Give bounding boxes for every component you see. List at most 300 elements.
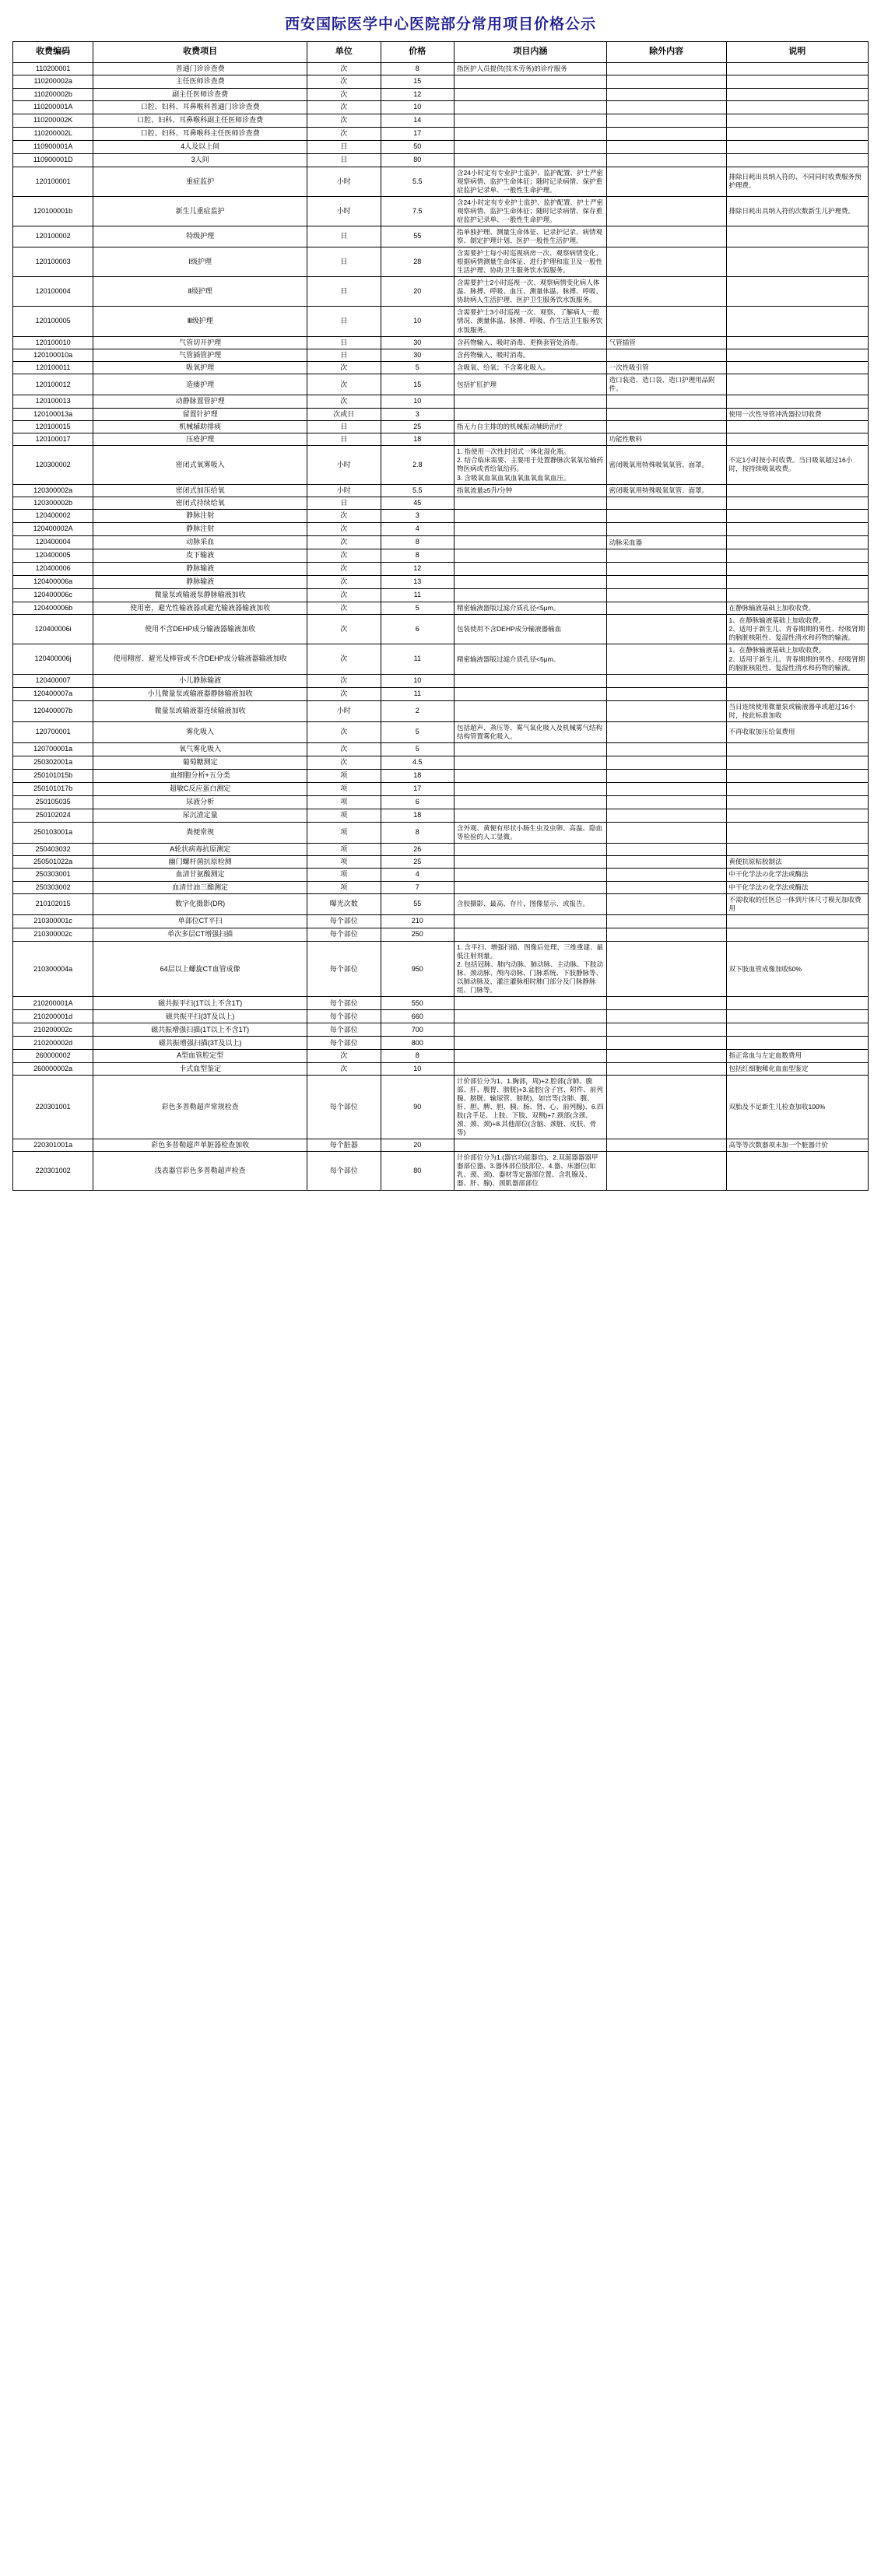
table-row [13, 75, 869, 88]
table-row [13, 721, 869, 742]
row-unit: 每个部位 [307, 928, 381, 941]
table-row [13, 822, 869, 843]
row-note [726, 75, 868, 88]
row-price: 10 [381, 1062, 455, 1075]
table-row [13, 881, 869, 893]
row-content: 含药物输入、吸时消毒、更换套管处消毒。 [455, 336, 607, 349]
row-item-name: 4人及以上间 [93, 140, 307, 153]
row-content [455, 1023, 607, 1037]
row-content [455, 127, 607, 140]
row-note [726, 349, 868, 361]
table-row [13, 408, 869, 420]
row-item-name: 气管切开护理 [93, 336, 307, 349]
row-price: 6 [381, 795, 455, 809]
row-unit: 次 [307, 127, 381, 140]
row-exclusions [606, 307, 726, 336]
row-note: 双胎及不足新生儿检查加收100% [726, 1075, 868, 1139]
row-note [726, 997, 868, 1010]
row-exclusions [606, 1050, 726, 1062]
column-header-code: 收费编码 [13, 42, 93, 63]
row-price: 17 [381, 127, 455, 140]
row-item-name: 口腔、妇科、耳鼻喉科普通门诊诊查费 [93, 100, 307, 114]
row-price: 25 [381, 856, 455, 869]
row-unit: 次 [307, 602, 381, 615]
row-price: 11 [381, 687, 455, 700]
row-unit: 日 [307, 247, 381, 277]
table-row [13, 1037, 869, 1050]
row-note [726, 395, 868, 408]
row-unit: 次或日 [307, 408, 381, 420]
price-table [12, 41, 869, 1191]
row-unit: 日 [307, 153, 381, 167]
row-exclusions [606, 928, 726, 941]
row-price: 17 [381, 782, 455, 795]
row-code: 120400007 [13, 674, 93, 687]
row-note [726, 589, 868, 602]
table-row [13, 589, 869, 602]
row-item-name: Ⅱ级护理 [93, 277, 307, 307]
row-code: 110200001A [13, 100, 93, 114]
row-unit: 项 [307, 795, 381, 809]
table-row [13, 687, 869, 700]
row-note [726, 795, 868, 809]
row-exclusions [606, 127, 726, 140]
row-note: 中干化学法の化学法或酶法 [726, 869, 868, 881]
row-note [726, 420, 868, 433]
row-code: 120300002 [13, 446, 93, 484]
row-item-name: 口腔、妇科、耳鼻喉科副主任医师诊查费 [93, 114, 307, 127]
row-item-name: 静脉注射 [93, 510, 307, 523]
row-unit: 日 [307, 349, 381, 361]
row-code: 110200001 [13, 63, 93, 75]
row-code: 110200002b [13, 88, 93, 100]
row-note [726, 742, 868, 756]
row-unit: 项 [307, 782, 381, 795]
row-content: 包括超声、蒸压等、雾气氧化吸入及机械雾气结构结构管置雾化吸入。 [455, 721, 607, 742]
row-exclusions [606, 100, 726, 114]
row-note [726, 497, 868, 509]
row-content [455, 928, 607, 941]
row-exclusions [606, 510, 726, 523]
row-note: 双下肢血管成像加收50% [726, 941, 868, 996]
row-exclusions [606, 721, 726, 742]
row-item-name: 口腔、妇科、耳鼻喉科主任医师诊查费 [93, 127, 307, 140]
row-exclusions [606, 1010, 726, 1023]
row-content: 含需要护士每小时巡视病房一次、观察病情变化、根据病情测量生命体征、进行护理和监卫及一般性生活护理、协助卫生服务饮水饭服务。 [455, 247, 607, 277]
row-content: 1. 指使用一次性封闭式一体化湿化瓶。 2. 结合临床需要、主要用于处置静脉次氧氧给输药物医病或者给氧给药。 3. 含吸氧血氧血氧血氧血氧血氧血压。 [455, 446, 607, 484]
table-row [13, 523, 869, 536]
row-content [455, 769, 607, 782]
row-unit: 每个部位 [307, 941, 381, 996]
row-note [726, 549, 868, 563]
row-price: 25 [381, 420, 455, 433]
table-row [13, 536, 869, 549]
row-note: 不定1小时按小时收费。当日吸氧超过16小时，按持续吸氧收费。 [726, 446, 868, 484]
row-note [726, 114, 868, 127]
row-exclusions [606, 589, 726, 602]
row-note [726, 674, 868, 687]
row-content [455, 1037, 607, 1050]
row-note [726, 809, 868, 822]
row-code: 120100010 [13, 336, 93, 349]
row-unit: 次 [307, 536, 381, 549]
row-price: 5 [381, 602, 455, 615]
row-note [726, 433, 868, 446]
row-code: 250501022a [13, 856, 93, 869]
row-unit: 次 [307, 549, 381, 563]
row-unit: 次 [307, 1050, 381, 1062]
row-content: 包括扩肛护理 [455, 374, 607, 395]
row-note [726, 1152, 868, 1190]
row-note: 指正常血与左定血数费用 [726, 1050, 868, 1062]
table-header-row [13, 42, 869, 63]
row-content [455, 576, 607, 589]
row-item-name: 超敏C反应蛋白测定 [93, 782, 307, 795]
row-item-name: 微量泵或输液器连续输液加收 [93, 700, 307, 721]
row-item-name: 留置针护理 [93, 408, 307, 420]
row-code: 120400007b [13, 700, 93, 721]
row-unit: 每个部位 [307, 1023, 381, 1037]
row-unit: 项 [307, 769, 381, 782]
row-exclusions [606, 497, 726, 509]
table-row [13, 167, 869, 196]
row-note: 1、在静脉输液基础上加收收费。 2、适用于新生儿、青春期期的男性、经吸肾期的脑脏核阻性、复湿性清水和药物的输液。 [726, 615, 868, 644]
row-unit: 次 [307, 687, 381, 700]
row-item-name: 新生儿重症监护 [93, 196, 307, 226]
row-item-name: 机械辅助排痰 [93, 420, 307, 433]
row-exclusions [606, 674, 726, 687]
row-exclusions [606, 140, 726, 153]
row-price: 11 [381, 644, 455, 674]
row-code: 120100003 [13, 247, 93, 277]
row-note: 当日连续使用微量泵或输液器单或超过16小时，按此标准加收 [726, 700, 868, 721]
row-price: 4 [381, 869, 455, 881]
row-content: 指氧流量≥5升/分钟 [455, 484, 607, 497]
row-content: 含需要护士3小时巡视一次、观察、了解病人一般情况、测量体温、脉搏、呼吸、作生活卫生服务饮水饭服务。 [455, 307, 607, 336]
row-item-name: 磁共振平扫(3T及以上) [93, 1010, 307, 1023]
row-unit: 小时 [307, 700, 381, 721]
row-unit: 每个部位 [307, 1075, 381, 1139]
row-item-name: 彩色多普勒超声单脏器检查加收 [93, 1139, 307, 1152]
row-item-name: 压疮护理 [93, 433, 307, 446]
row-note [726, 484, 868, 497]
table-row [13, 349, 869, 361]
row-price: 20 [381, 1139, 455, 1152]
row-code: 110200002L [13, 127, 93, 140]
table-row [13, 1023, 869, 1037]
row-exclusions [606, 615, 726, 644]
row-code: 120100004 [13, 277, 93, 307]
row-unit: 次 [307, 644, 381, 674]
row-exclusions [606, 523, 726, 536]
row-note: 排除日耗出具纳入符的、不同同时收费服务预护理费。 [726, 167, 868, 196]
table-body [13, 63, 869, 1191]
row-note [726, 336, 868, 349]
row-exclusions [606, 1139, 726, 1152]
table-row [13, 1062, 869, 1075]
row-note [726, 769, 868, 782]
row-note [726, 822, 868, 843]
row-unit: 次 [307, 1062, 381, 1075]
row-code: 120100010a [13, 349, 93, 361]
row-code: 110200002a [13, 75, 93, 88]
row-content: 精密输液器版过滤介质孔径<5μm。 [455, 644, 607, 674]
row-content: 指无力自主排的的机械振动辅助治疗 [455, 420, 607, 433]
row-item-name: 造瘘护理 [93, 374, 307, 395]
row-exclusions [606, 914, 726, 928]
row-code: 120100001b [13, 196, 93, 226]
row-exclusions [606, 277, 726, 307]
row-code: 210200001d [13, 1010, 93, 1023]
row-code: 120100015 [13, 420, 93, 433]
row-exclusions [606, 1023, 726, 1037]
row-unit: 次 [307, 75, 381, 88]
row-price: 660 [381, 1010, 455, 1023]
row-content [455, 1010, 607, 1023]
row-unit: 次 [307, 63, 381, 75]
table-row [13, 1075, 869, 1139]
row-note [726, 756, 868, 769]
row-content [455, 1050, 607, 1062]
row-code: 120400006a [13, 576, 93, 589]
row-exclusions: 功能性敷料 [606, 433, 726, 446]
row-code: 120100013 [13, 395, 93, 408]
table-row [13, 497, 869, 509]
row-exclusions: 造口装造、造口袋、造口护理用品附件。 [606, 374, 726, 395]
row-item-name: 重症监护 [93, 167, 307, 196]
table-row [13, 795, 869, 809]
row-content [455, 856, 607, 869]
row-content: 含24小时定有专业护士监护、监护配置、护士严密观察病情、监护生命体征；随时记录病情、保护重症监护记录单、一般性生命护理。 [455, 167, 607, 196]
row-unit: 每个部位 [307, 1152, 381, 1190]
row-note: 中干化学法の化学法或酶法 [726, 881, 868, 893]
row-unit: 次 [307, 395, 381, 408]
row-item-name: 尿沉渣定量 [93, 809, 307, 822]
row-code: 120100011 [13, 362, 93, 374]
row-unit: 每个部位 [307, 1010, 381, 1023]
row-exclusions [606, 563, 726, 576]
table-row [13, 756, 869, 769]
row-exclusions [606, 75, 726, 88]
row-price: 18 [381, 433, 455, 446]
row-exclusions [606, 941, 726, 996]
row-code: 120400006 [13, 563, 93, 576]
row-item-name: 动静脉置管护理 [93, 395, 307, 408]
row-item-name: 使用精密、避光及棒管或不含DEHP成分输液器输液加收 [93, 644, 307, 674]
row-item-name: 小儿微量泵或输液器静脉输液加收 [93, 687, 307, 700]
row-exclusions [606, 893, 726, 914]
row-exclusions [606, 644, 726, 674]
row-code: 120100002 [13, 226, 93, 247]
row-unit: 次 [307, 362, 381, 374]
row-content [455, 88, 607, 100]
row-note [726, 247, 868, 277]
row-exclusions [606, 408, 726, 420]
row-price: 6 [381, 615, 455, 644]
row-item-name: 密闭式加压给氧 [93, 484, 307, 497]
table-row [13, 1010, 869, 1023]
row-exclusions: 气管插管 [606, 336, 726, 349]
row-code: 120100013a [13, 408, 93, 420]
row-exclusions [606, 63, 726, 75]
row-item-name: 血清甘油三酯测定 [93, 881, 307, 893]
row-price: 20 [381, 277, 455, 307]
table-row [13, 226, 869, 247]
row-item-name: A型血管腔定型 [93, 1050, 307, 1062]
row-content [455, 433, 607, 446]
row-item-name: 磁共振增强扫描(3T及以上) [93, 1037, 307, 1050]
row-price: 10 [381, 307, 455, 336]
row-exclusions [606, 395, 726, 408]
row-item-name: 使用密，避光性输液器或避光输液器输液加收 [93, 602, 307, 615]
row-unit: 日 [307, 277, 381, 307]
row-code: 120400006b [13, 602, 93, 615]
row-item-name: 密闭式氧雾吸入 [93, 446, 307, 484]
row-note: 排除日耗出具纳入符的次数新生儿护理费。 [726, 196, 868, 226]
row-item-name: 磁共振增强扫描(1T以上不含1T) [93, 1023, 307, 1037]
row-unit: 日 [307, 140, 381, 153]
row-note [726, 226, 868, 247]
row-unit: 项 [307, 809, 381, 822]
row-code: 110900001D [13, 153, 93, 167]
row-content [455, 914, 607, 928]
row-unit: 项 [307, 881, 381, 893]
row-item-name: 小儿静脉输液 [93, 674, 307, 687]
row-price: 700 [381, 1023, 455, 1037]
row-unit: 日 [307, 336, 381, 349]
row-content [455, 153, 607, 167]
row-code: 210102015 [13, 893, 93, 914]
table-row [13, 674, 869, 687]
table-row [13, 1152, 869, 1190]
row-content: 1. 含平扫、增强扫描、图像后处理、三维重建、最低注射剂量。 2. 包括冠脉、肺内动脉、肺动脉、主动脉、下肢动脉、颈动脉、颅内动脉、门脉系统、下肢静脉等、以肺动脉及、灌注灌脉相时肺门部分及门脉静脉组、门脉等。 [455, 941, 607, 996]
table-row [13, 196, 869, 226]
row-price: 2.8 [381, 446, 455, 484]
row-item-name: 数字化摄影(DR) [93, 893, 307, 914]
row-unit: 项 [307, 822, 381, 843]
row-price: 45 [381, 497, 455, 509]
row-note [726, 687, 868, 700]
row-price: 18 [381, 769, 455, 782]
row-exclusions [606, 756, 726, 769]
row-item-name: 葡萄糖测定 [93, 756, 307, 769]
row-content [455, 523, 607, 536]
row-price: 7 [381, 881, 455, 893]
column-header-price: 价格 [381, 42, 455, 63]
row-exclusions [606, 795, 726, 809]
row-price: 12 [381, 88, 455, 100]
table-row [13, 433, 869, 446]
row-content [455, 497, 607, 509]
row-content: 计价部位分为1、1.胸部，周)+2.腔部(含肺、腹部、肝、腹胃、膀胱)+3.盆腔(含子宫、附件、前列腺、膀胱、输尿管、膀胱)，如宫等(含肺、腹、肝、胆、脾、胆、胰、肠、肾、心、前列腺)、6.四肢(含手足、上肢、下肢、双侧)+7.颈部(含颈、颈、颈、颈)+8.其他部位(含脑、颈脏、皮肤、骨等) [455, 1075, 607, 1139]
row-code: 250303002 [13, 881, 93, 893]
row-note [726, 843, 868, 855]
row-code: 120100001 [13, 167, 93, 196]
row-unit: 每个脏器 [307, 1139, 381, 1152]
row-unit: 日 [307, 497, 381, 509]
row-code: 110200002K [13, 114, 93, 127]
row-content [455, 395, 607, 408]
row-price: 5.5 [381, 484, 455, 497]
row-note: 1、在静脉输液基础上加收收费。 2、适用于新生儿、青春期期的男性、经吸肾期的脑脏核阻性、复湿性清水和药物的输液。 [726, 644, 868, 674]
row-price: 90 [381, 1075, 455, 1139]
row-unit: 次 [307, 615, 381, 644]
row-unit: 日 [307, 226, 381, 247]
row-code: 120100012 [13, 374, 93, 395]
row-price: 8 [381, 63, 455, 75]
row-item-name: 3人间 [93, 153, 307, 167]
row-unit: 日 [307, 307, 381, 336]
row-code: 120400002A [13, 523, 93, 536]
row-content: 计价部位分为1.(器官功能器官)、2.双涎器器器甲器部位器、3.器体部位肢部位、4.器、床器位(如乳、颈、颈)、器材等定器部位置、含乳腺及、器、肝、腺)、颈肌器部部位 [455, 1152, 607, 1190]
row-exclusions [606, 576, 726, 589]
table-row [13, 510, 869, 523]
row-price: 14 [381, 114, 455, 127]
row-exclusions [606, 1037, 726, 1050]
row-price: 950 [381, 941, 455, 996]
row-code: 120400005 [13, 549, 93, 563]
table-row [13, 602, 869, 615]
row-content: 含药物输入、吸时消毒。 [455, 349, 607, 361]
row-price: 30 [381, 349, 455, 361]
row-note [726, 1037, 868, 1050]
row-item-name: 浅表器官彩色多普勒超声检查 [93, 1152, 307, 1190]
row-code: 210300004a [13, 941, 93, 996]
row-unit: 次 [307, 563, 381, 576]
row-exclusions [606, 153, 726, 167]
row-unit: 次 [307, 721, 381, 742]
row-note [726, 1023, 868, 1037]
row-content [455, 674, 607, 687]
row-price: 12 [381, 563, 455, 576]
row-unit: 项 [307, 843, 381, 855]
row-note [726, 63, 868, 75]
row-code: 120100017 [13, 433, 93, 446]
row-exclusions [606, 1062, 726, 1075]
row-code: 250102024 [13, 809, 93, 822]
column-header-exclusions: 除外内容 [606, 42, 726, 63]
row-content: 含胶摄影、最高、存片、图像显示、或报告。 [455, 893, 607, 914]
page-title: 西安国际医学中心医院部分常用项目价格公示 [284, 16, 596, 33]
row-content [455, 869, 607, 881]
row-note [726, 782, 868, 795]
row-item-name: 主任医师诊查费 [93, 75, 307, 88]
row-code: 210300001c [13, 914, 93, 928]
row-item-name: 单次多层CT增强扫描 [93, 928, 307, 941]
row-note [726, 277, 868, 307]
row-exclusions [606, 700, 726, 721]
row-content [455, 782, 607, 795]
row-exclusions [606, 196, 726, 226]
row-content [455, 843, 607, 855]
row-exclusions: 动脉采血器 [606, 536, 726, 549]
row-price: 15 [381, 374, 455, 395]
row-unit: 项 [307, 869, 381, 881]
row-code: 120400006c [13, 589, 93, 602]
row-note [726, 88, 868, 100]
row-item-name: 64层以上螺旋CT血管成像 [93, 941, 307, 996]
row-content [455, 563, 607, 576]
row-unit: 日 [307, 433, 381, 446]
row-price: 8 [381, 822, 455, 843]
table-row [13, 140, 869, 153]
row-content: 含24小时定有专业护士监护、监护配置、护士严密观察病情、监护生命体征；随时记录病情、保存重症监护记录单、一般性生命护理。 [455, 196, 607, 226]
row-unit: 次 [307, 674, 381, 687]
table-row [13, 362, 869, 374]
row-exclusions [606, 88, 726, 100]
table-row [13, 100, 869, 114]
table-row [13, 869, 869, 881]
